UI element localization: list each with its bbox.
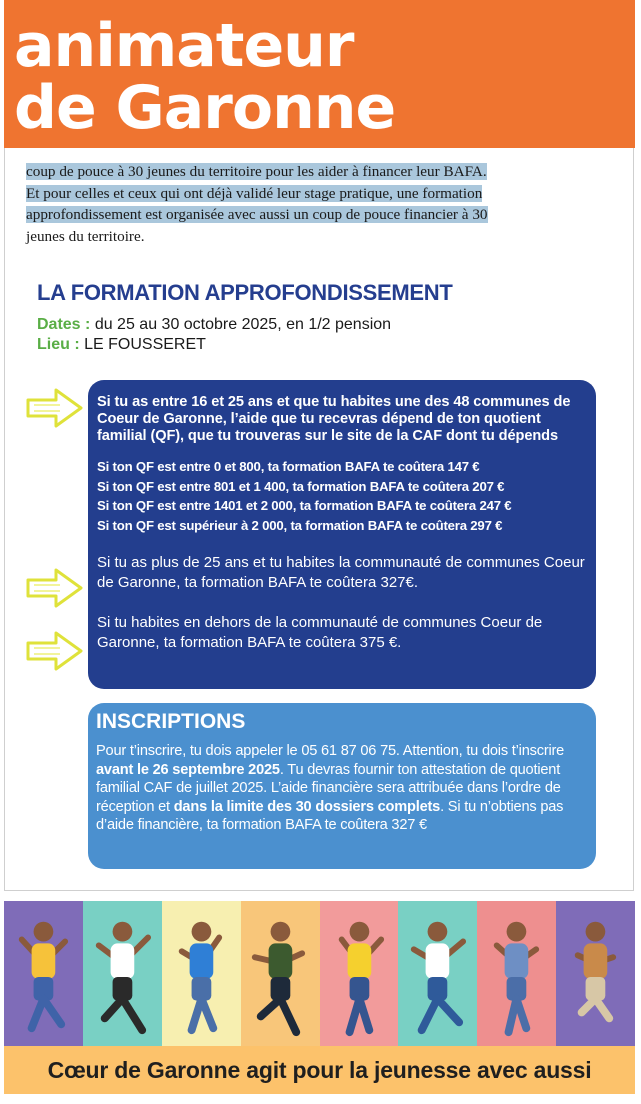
bottom-banner: [4, 1046, 635, 1094]
dates-line: [37, 316, 391, 334]
page-header: [4, 0, 635, 148]
photo-panel: [83, 901, 162, 1046]
photo-panel: [477, 901, 556, 1046]
jumping-person-icon: [398, 901, 477, 1046]
inscriptions-text-part: . Tu devras fournir ton attestation de quotient familial CAF de juillet 2025. L’aide financière sera attribuée dans l’ordre de réception et: [96, 761, 561, 815]
inscriptions-text-part: Pour t’inscrire, tu dois appeler le 05 61 87 06 75. Attention, tu dois t’inscrire: [96, 743, 565, 759]
jumping-person-icon: [241, 901, 320, 1046]
lieu-value: LE FOUSSERET: [84, 336, 206, 353]
jumping-person-icon: [162, 901, 241, 1046]
jumping-person-icon: [556, 901, 635, 1046]
photo-panel: [556, 901, 635, 1046]
dates-label: Dates :: [37, 316, 91, 333]
pricing-lead: Si tu as entre 16 et 25 ans et que tu habites une des 48 communes de Coeur de Garonne, l’aide que tu recevras dépend de ton quotient familial (QF), que tu trouveras sur le site de la CAF dont tu dépends: [97, 394, 571, 444]
intro-highlight-line: coup de pouce à 30 jeunes du territoire pour les aider à financer leur BAFA.: [26, 163, 487, 180]
jumping-person-icon: [4, 901, 83, 1046]
inscriptions-text: [96, 742, 586, 835]
inscriptions-deadline: avant le 26 septembre 2025: [96, 761, 280, 778]
lieu-label: Lieu :: [37, 336, 80, 353]
dates-value: du 25 au 30 octobre 2025, en 1/2 pension: [94, 316, 392, 333]
arrow-right-icon: [26, 567, 84, 609]
jumping-person-icon: [477, 901, 556, 1046]
qf-price-line: Si ton QF est entre 0 et 800, ta formation BAFA te coûtera 147 €: [97, 459, 480, 474]
inscriptions-box: [88, 703, 596, 869]
header-title-line1: animateur: [14, 11, 354, 81]
lieu-line: [37, 336, 206, 354]
formation-title: LA FORMATION APPROFONDISSEMENT: [37, 280, 453, 305]
photo-panel: [4, 901, 83, 1046]
qf-price-line: Si ton QF est entre 801 et 1 400, ta formation BAFA te coûtera 207 €: [97, 478, 505, 494]
arrow-right-icon: [26, 630, 84, 672]
inscriptions-title: INSCRIPTIONS: [96, 710, 246, 733]
jumping-person-icon: [320, 901, 399, 1046]
intro-highlight-line: Et pour celles et ceux qui ont déjà validé leur stage pratique, une formation: [26, 184, 483, 202]
qf-price-list: [97, 457, 586, 535]
over-25-text: Si tu as plus de 25 ans et tu habites la communauté de communes Coeur de Garonne, ta formation BAFA te coûtera 327€.: [97, 554, 585, 591]
outside-text: Si tu habites en dehors de la communauté de communes Coeur de Garonne, ta formation BAFA te coûtera 375 €.: [97, 614, 543, 651]
photo-panel: [398, 901, 477, 1046]
photo-strip: [4, 901, 635, 1046]
header-title-line2: de Garonne: [14, 73, 396, 143]
intro-last-line: jeunes du territoire.: [26, 227, 145, 245]
bottom-banner-text: Cœur de Garonne agit pour la jeunesse avec aussi: [47, 1056, 592, 1083]
photo-panel: [320, 901, 399, 1046]
qf-price-line: Si ton QF est entre 1401 et 2 000, ta formation BAFA te coûtera 247 €: [97, 498, 512, 513]
photo-panel: [162, 901, 241, 1046]
jumping-person-icon: [83, 901, 162, 1046]
pricing-box: [88, 380, 596, 689]
photo-panel: [241, 901, 320, 1046]
inscriptions-limit: dans la limite des 30 dossiers complets: [173, 798, 441, 815]
qf-price-line: Si ton QF est supérieur à 2 000, ta formation BAFA te coûtera 297 €: [97, 517, 503, 533]
arrow-right-icon: [26, 387, 84, 429]
intro-highlight-line: approfondissement est organisée avec aussi un coup de pouce financier à 30: [26, 206, 488, 223]
inscriptions-text-part: . Si tu n’obtiens pas d’aide financière, ta formation BAFA te coûtera 327 €: [96, 798, 564, 833]
intro-paragraph: [26, 161, 606, 247]
